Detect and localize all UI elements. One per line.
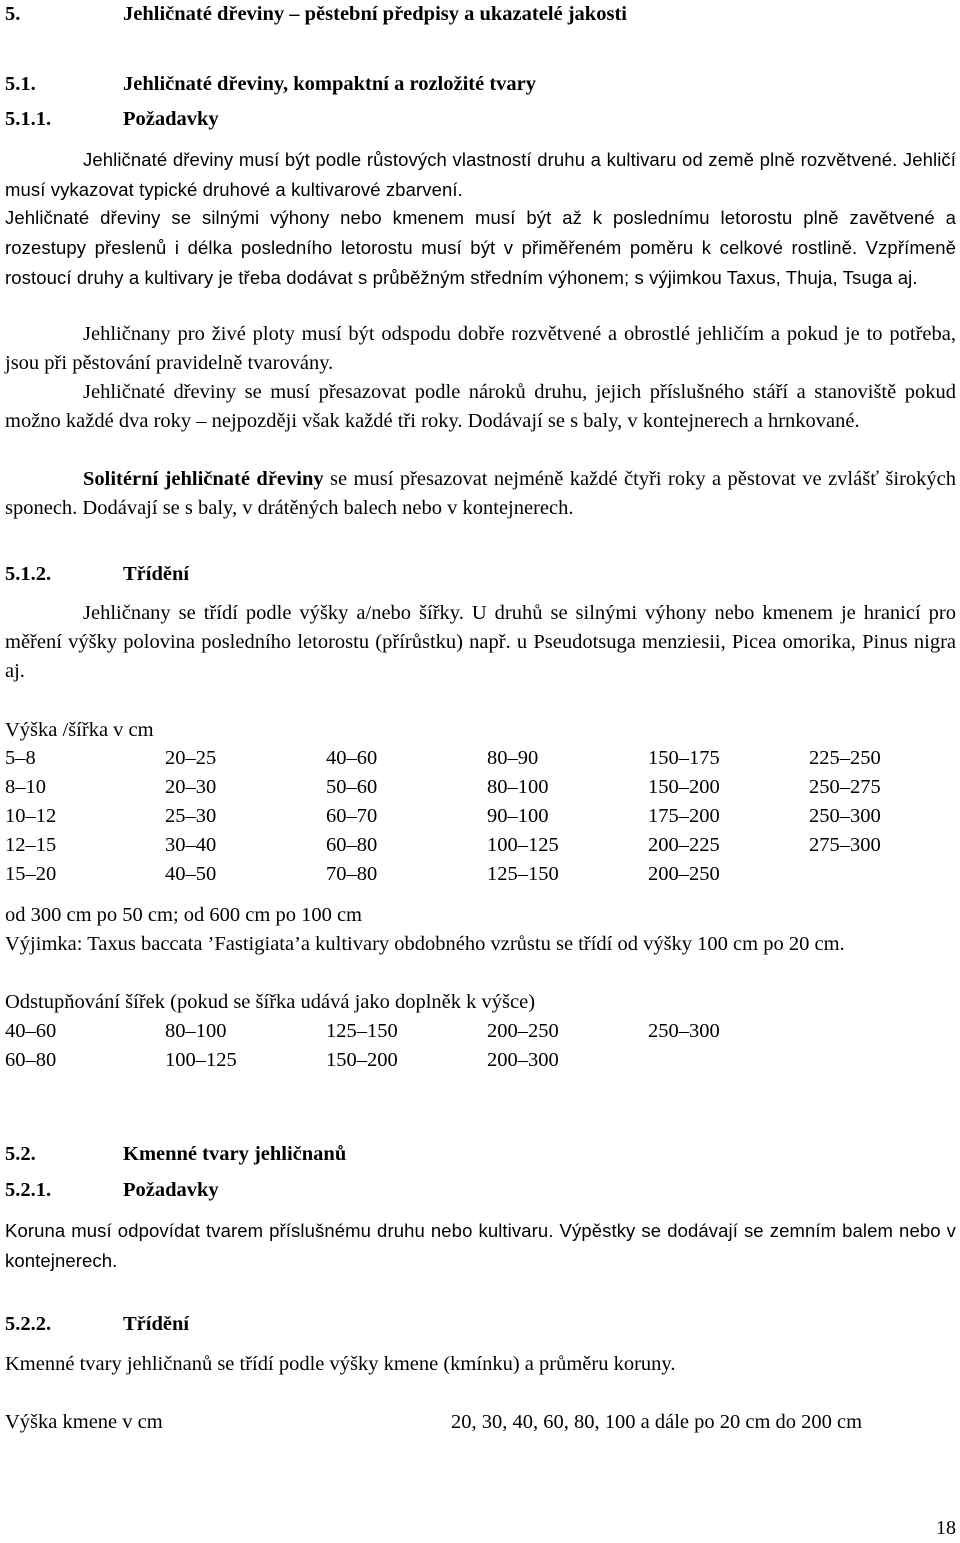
- table-cell: 150–175: [648, 747, 720, 769]
- paragraph-hedges: [5, 320, 956, 378]
- heading-number: 5.2.2.: [5, 1313, 52, 1335]
- page-number: 18: [936, 1517, 956, 1539]
- paragraph-text: Jehličnany se třídí podle výšky a/nebo šířky. U druhů se silnými výhony nebo kmenem je hranicí pro měření výšky polovina posledního letorostu (přírůstku) např. u Pseudotsuga menziesii, Picea omorika, Pinus nigra aj.: [5, 602, 956, 682]
- table-row: [5, 802, 956, 831]
- heading-title: Třídění: [123, 563, 190, 585]
- paragraph-text: Vzpřímeně rostoucí druhy a kultivary je třeba dodávat s průběžným středním výhonem; s výjimkou Taxus, Thuja, Tsuga aj.: [5, 237, 956, 288]
- stem-height-label: Výška kmene v cm: [5, 1411, 163, 1433]
- table-cell: 125–150: [326, 1020, 398, 1042]
- table-cell: 5–8: [5, 747, 36, 769]
- stem-height-row: [5, 1408, 956, 1437]
- table-cell: 60–80: [326, 834, 378, 856]
- paragraph-solitary: [5, 465, 956, 523]
- heading-title: Jehličnaté dřeviny – pěstební předpisy a ukazatelé jakosti: [123, 3, 627, 25]
- table-row: [5, 860, 956, 889]
- paragraph-text: Jehličnany pro živé ploty musí být odspodu dobře rozvětvené a obrostlé jehličím a pokud je to potřeba, jsou při pěstování pravidelně tvarovány.: [5, 323, 956, 374]
- table-cell: 80–100: [487, 776, 549, 798]
- table-cell: 200–300: [487, 1049, 559, 1071]
- table-cell: 25–30: [165, 805, 217, 827]
- table-cell: 80–100: [165, 1020, 227, 1042]
- table-cell: 250–300: [648, 1020, 720, 1042]
- bold-term: Solitérní jehličnaté dřeviny: [83, 468, 324, 490]
- heading-number: 5.1.1.: [5, 108, 52, 130]
- table-row: [5, 1017, 956, 1046]
- table-cell: 200–250: [648, 863, 720, 885]
- heading-title: Kmenné tvary jehličnanů: [123, 1143, 347, 1165]
- paragraph-text: Koruna musí odpovídat tvarem příslušnému druhu nebo kultivaru. Výpěstky se dodávají se zemním balem nebo v kontejnerech.: [5, 1220, 956, 1271]
- heading-title: Požadavky: [123, 1179, 219, 1201]
- exception-note: [5, 930, 956, 959]
- table-cell: 125–150: [487, 863, 559, 885]
- paragraph-text: Jehličí musí vykazovat typické druhové a kultivarové zbarvení.: [5, 149, 956, 200]
- heading-title: Požadavky: [123, 108, 219, 130]
- heading-number: 5.1.2.: [5, 563, 52, 585]
- paragraph-intro: [5, 145, 956, 205]
- paragraph-text: se musí přesazovat nejméně každé čtyři roky a pěstovat ve zvlášť širokých sponech. Dodávají se s baly, v drátěných balech nebo v kontejnerech.: [5, 468, 956, 519]
- paragraph-sorting: [5, 599, 956, 686]
- paragraph-shoots: [5, 203, 956, 293]
- table-cell: 250–300: [809, 805, 881, 827]
- table-row: [5, 1046, 956, 1075]
- table-row: [5, 831, 956, 860]
- table-cell: 15–20: [5, 863, 57, 885]
- table-cell: 70–80: [326, 863, 378, 885]
- paragraph-text: Výjimka: Taxus baccata ’Fastigiata’a kultivary obdobného vzrůstu se třídí od výšky 100 cm po 20 cm.: [5, 933, 845, 955]
- paragraph-stem-sorting: Kmenné tvary jehličnanů se třídí podle výšky kmene (kmínku) a průměru koruny.: [5, 1353, 676, 1375]
- table-cell: 275–300: [809, 834, 881, 856]
- table-cell: 150–200: [326, 1049, 398, 1071]
- table-cell: 200–225: [648, 834, 720, 856]
- width-table-label: Odstupňování šířek (pokud se šířka udává jako doplněk k výšce): [5, 991, 536, 1013]
- table-cell: 40–60: [326, 747, 378, 769]
- table-cell: 80–90: [487, 747, 539, 769]
- table-cell: 90–100: [487, 805, 549, 827]
- table-cell: 40–50: [165, 863, 217, 885]
- heading-title: Třídění: [123, 1313, 190, 1335]
- heading-title: Jehličnaté dřeviny, kompaktní a rozložité tvary: [123, 73, 537, 95]
- table-cell: 200–250: [487, 1020, 559, 1042]
- paragraph-crown: [5, 1216, 956, 1276]
- paragraph-transplant: [5, 378, 956, 436]
- table-cell: 30–40: [165, 834, 217, 856]
- table-cell: 60–80: [5, 1049, 57, 1071]
- table-cell: 20–30: [165, 776, 217, 798]
- paragraph-text: Jehličnaté dřeviny musí být podle růstových vlastností druhu a kultivaru od země plně rozvětvené.: [83, 149, 898, 170]
- table-cell: 175–200: [648, 805, 720, 827]
- extra-size-note: od 300 cm po 50 cm; od 600 cm po 100 cm: [5, 904, 362, 926]
- table-cell: 50–60: [326, 776, 378, 798]
- table-cell: 100–125: [165, 1049, 237, 1071]
- table-cell: 150–200: [648, 776, 720, 798]
- table-cell: 12–15: [5, 834, 57, 856]
- table-cell: 100–125: [487, 834, 559, 856]
- table-cell: 60–70: [326, 805, 378, 827]
- stem-height-value: 20, 30, 40, 60, 80, 100 a dále po 20 cm do 200 cm: [451, 1411, 863, 1433]
- paragraph-text: Jehličnaté dřeviny se musí přesazovat podle nároků druhu, jejich příslušného stáří a stanoviště pokud možno každé dva roky – nejpozději však každé tři roky. Dodávají se s baly, v kontejnerech a hrnkované.: [5, 381, 956, 432]
- table-cell: 250–275: [809, 776, 881, 798]
- heading-number: 5.: [5, 3, 21, 25]
- table-cell: 40–60: [5, 1020, 57, 1042]
- heading-number: 5.2.1.: [5, 1179, 52, 1201]
- paragraph-text: Jehličnaté dřeviny se silnými výhony nebo kmenem musí být až k poslednímu letorostu plně zavětvené a rozestupy přeslenů i délka posledního letorostu musí být v přiměřeném poměru k celkové rostlině.: [5, 207, 956, 258]
- table-row: [5, 744, 956, 773]
- table-cell: 8–10: [5, 776, 46, 798]
- table-cell: 10–12: [5, 805, 57, 827]
- table-row: [5, 773, 956, 802]
- heading-number: 5.2.: [5, 1143, 36, 1165]
- table-cell: 225–250: [809, 747, 881, 769]
- heading-number: 5.1.: [5, 73, 36, 95]
- size-table-label: Výška /šířka v cm: [5, 719, 154, 741]
- table-cell: 20–25: [165, 747, 217, 769]
